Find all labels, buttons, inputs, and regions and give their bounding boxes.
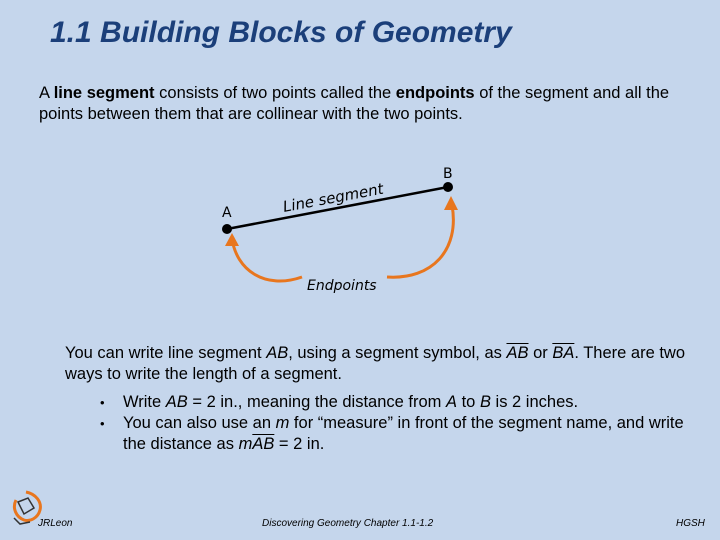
ways-text: . There are two ways to write the length of a segment. — [65, 344, 686, 383]
bullet-text: You can also use an — [123, 414, 276, 432]
notation-paragraph — [65, 343, 705, 385]
arrow-to-b — [387, 205, 453, 277]
intro-text: A — [39, 84, 54, 102]
bullet-text: to — [457, 393, 480, 411]
segment-label: Line segment — [281, 179, 385, 216]
footer-author: JRLeon — [38, 518, 73, 529]
point-b: B — [479, 393, 491, 411]
segment-symbol-ab: $\overline{AB}$ — [506, 344, 529, 362]
ways-text: You can write line segment — [65, 344, 267, 362]
measure-mab: $m\overline{AB}$ — [238, 435, 275, 453]
endpoints-label: Endpoints — [307, 278, 377, 294]
term-endpoints: endpoints — [395, 84, 475, 102]
arrow-head-b — [444, 196, 458, 210]
label-b: B — [443, 166, 453, 182]
ways-text: , using a segment symbol, as — [288, 344, 507, 362]
list-item — [100, 392, 700, 413]
point-a: A — [445, 393, 457, 411]
bullet-icon: • — [100, 395, 105, 410]
arrow-to-a — [232, 238, 302, 281]
ways-text: or — [528, 344, 553, 362]
term-line-segment: line segment — [53, 84, 155, 102]
slide-title: 1.1 Building Blocks of Geometry — [50, 16, 512, 49]
endpoint-b — [443, 182, 453, 192]
segment-symbol-ba: $\overline{BA}$ — [552, 344, 575, 362]
bullet-text: = 2 in. — [274, 435, 325, 453]
label-a: A — [222, 205, 232, 221]
length-notation-list — [100, 392, 700, 455]
bullet-text: for “measure” in front of the segment name, and write the distance as — [123, 414, 684, 453]
footer-course: Discovering Geometry Chapter 1.1-1.2 — [262, 518, 434, 529]
bullet-text: Write — [123, 393, 166, 411]
bullet-text: is 2 inches. — [490, 393, 579, 411]
segment-ab: AB — [266, 344, 289, 362]
measure-m: m — [275, 414, 290, 432]
intro-text: of the segment and all the points between them that are collinear with the two points. — [39, 84, 670, 123]
arrow-head-a — [225, 233, 239, 246]
endpoint-a — [222, 224, 232, 234]
list-item — [100, 413, 700, 455]
footer-school: HGSH — [676, 518, 705, 529]
segment-ab: AB — [165, 393, 188, 411]
bullet-text: = 2 in., meaning the distance from — [187, 393, 446, 411]
intro-text: consists of two points called the — [154, 84, 396, 102]
bullet-icon: • — [100, 416, 105, 431]
